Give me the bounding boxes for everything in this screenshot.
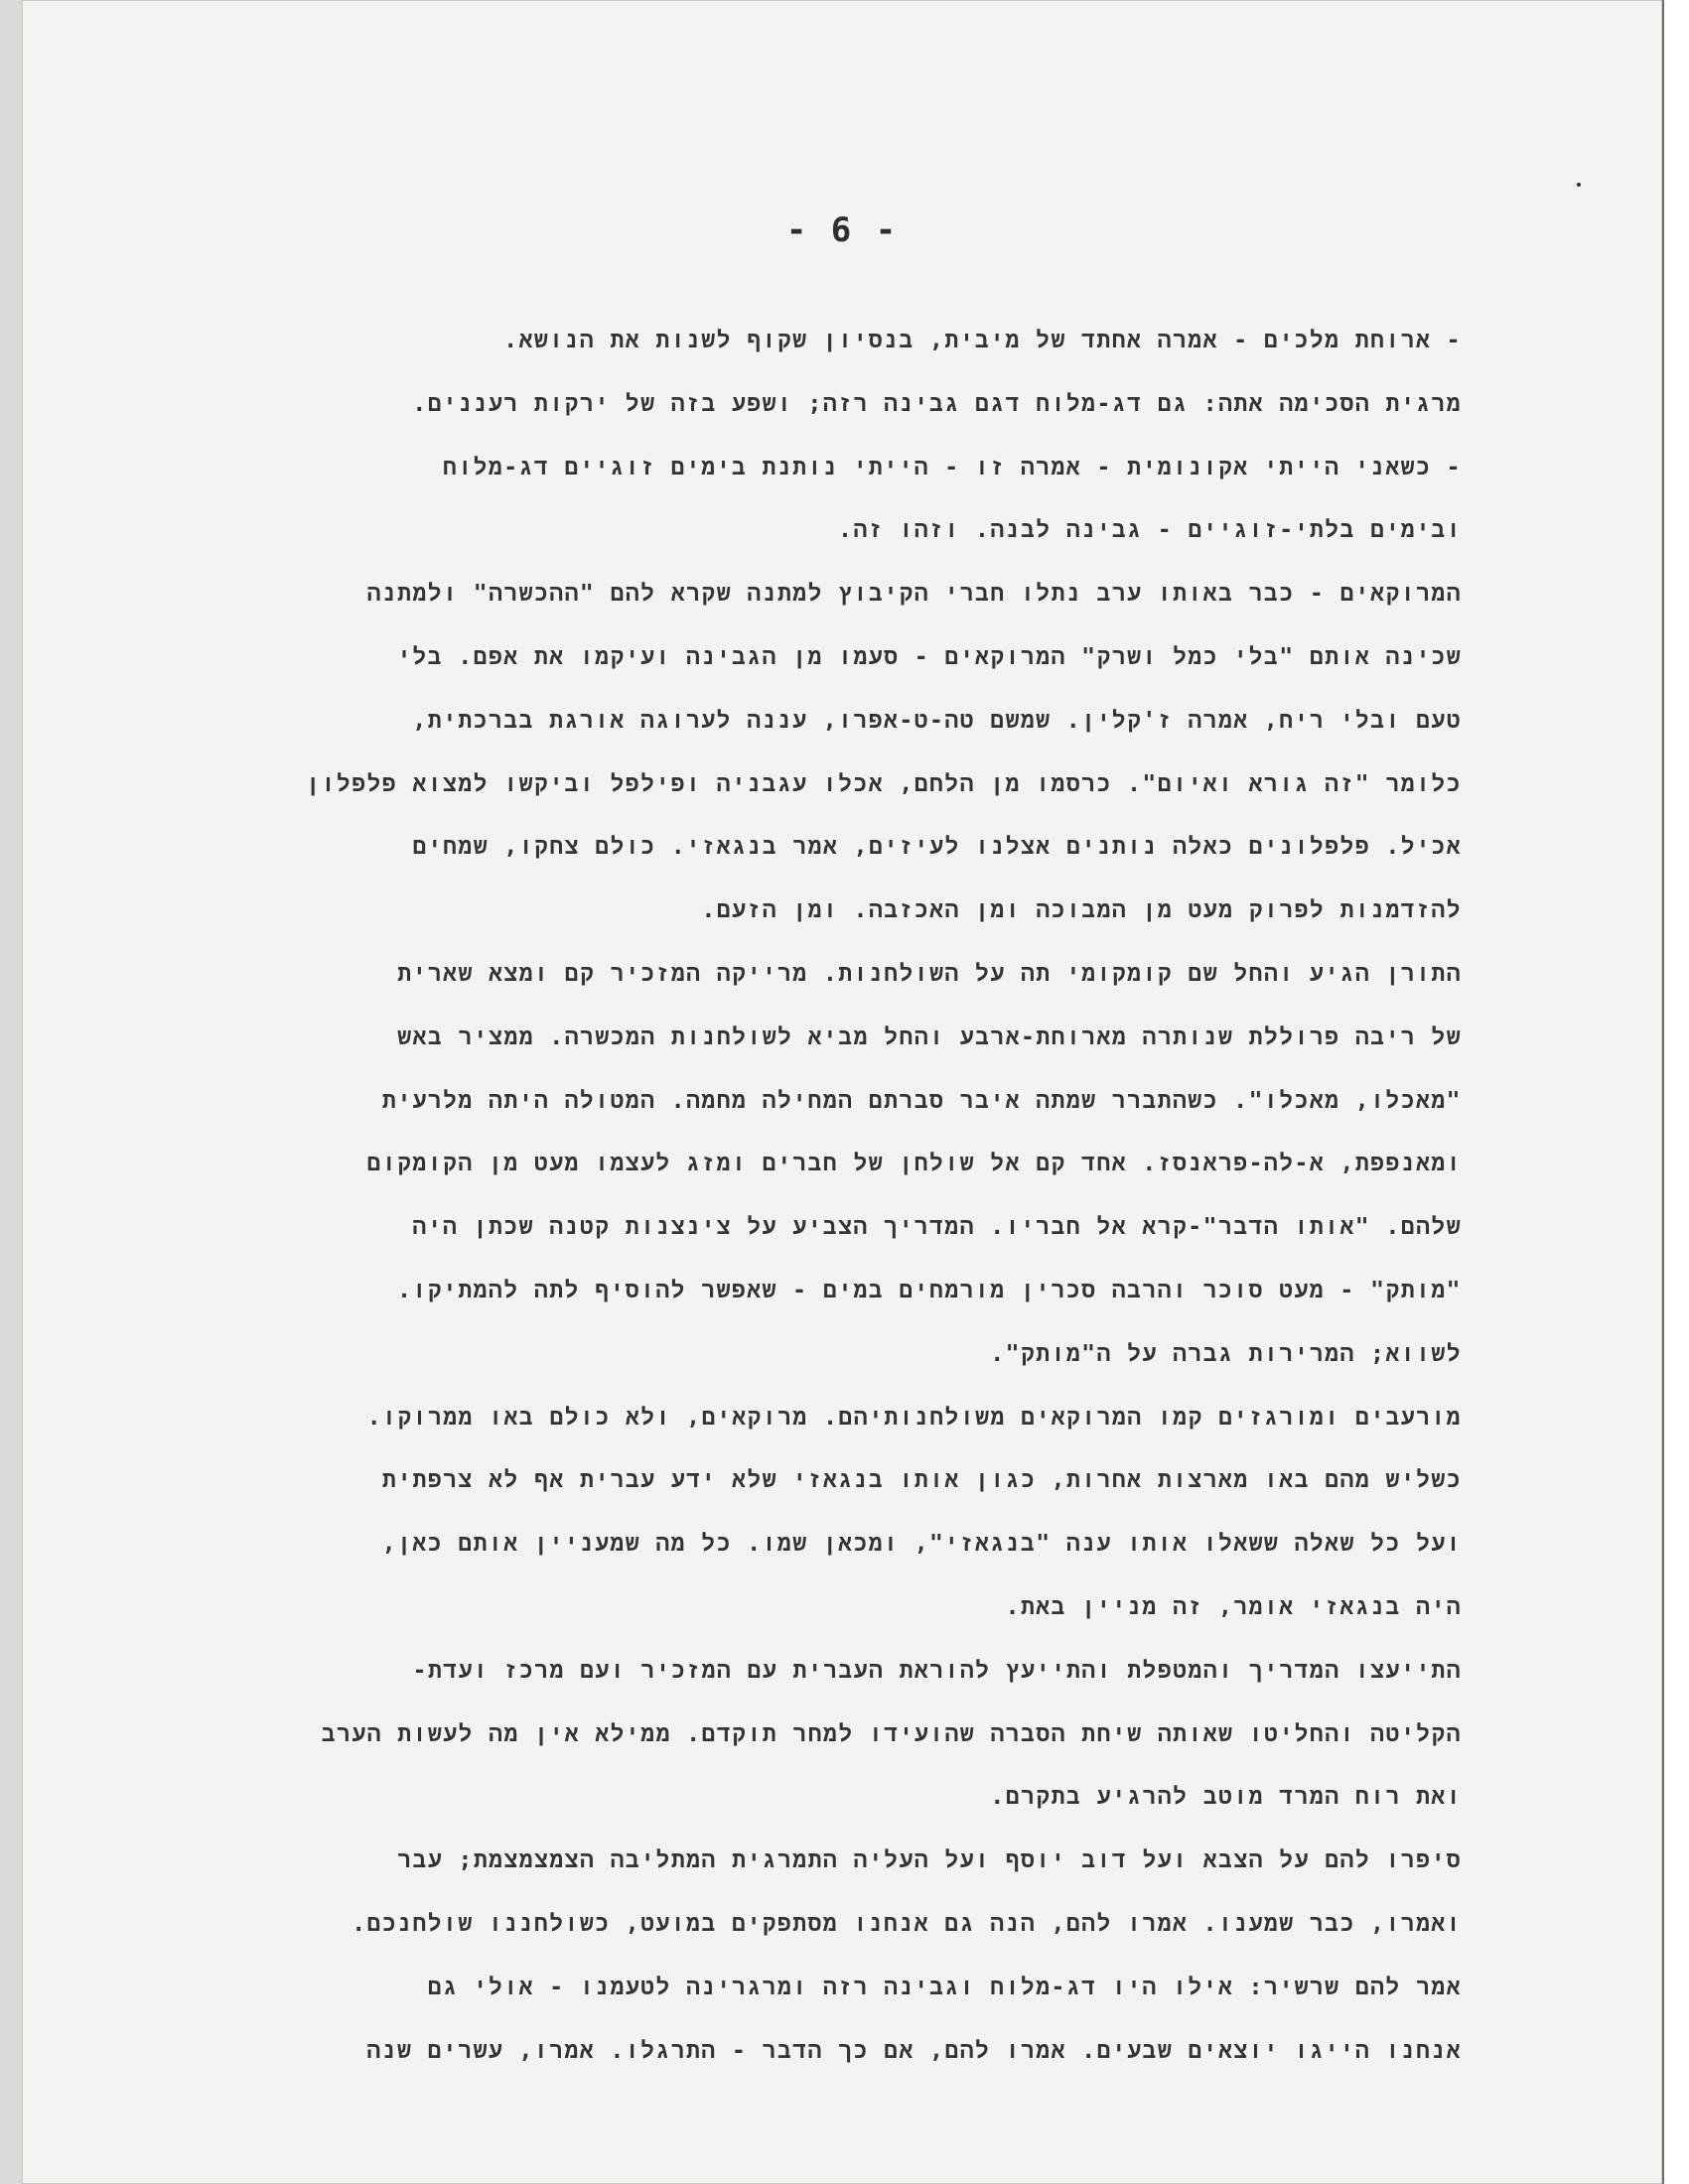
text-line: ואמרו, כבר שמענו. אמרו להם, הנה גם אנחנו מסתפקים במועט, כשולחננו שולחנכם. xyxy=(352,1910,1462,1937)
paper-speck xyxy=(1577,183,1581,187)
text-line: אנחנו הייגו יוצאים שבעים. אמרו להם, אם כך הדבר - התרגלו. אמרו, עשרים שנה xyxy=(366,2037,1462,2064)
text-line: של ריבה פרוללת שנותרה מארוחת-ארבע והחל מביא לשולחנות המכשרה. ממציר באש xyxy=(397,1024,1462,1050)
text-line: אכיל. פלפלונים כאלה נותנים אצלנו לעיזים, אמר בנגאזי. כולם צחקו, שמחים xyxy=(412,834,1462,861)
text-line: כשליש מהם באו מארצות אחרות, כגון אותו בנגאזי שלא ידע עברית אף לא צרפתית xyxy=(381,1467,1462,1494)
text-line: המרוקאים - כבר באותו ערב נתלו חברי הקיבוץ למתנה שקרא להם "ההכשרה" ולמתנה xyxy=(366,581,1462,608)
page-number: - 6 - xyxy=(785,210,899,250)
text-line: אמר להם שרשיר: אילו היו דג-מלוח וגבינה רזה ומרגרינה לטעמנו - אולי גם xyxy=(427,1974,1462,2000)
text-line: הקליטה והחליטו שאותה שיחת הסברה שהועידו למחר תוקדם. ממילא אין מה לעשות הערב xyxy=(321,1720,1462,1747)
text-line: ואת רוח המרד מוטב להרגיע בתקרם. xyxy=(990,1784,1462,1811)
text-line: סיפרו להם על הצבא ועל דוב יוסף ועל העליה התמרגית המתליבה הצמצמצמת; עבר xyxy=(397,1847,1462,1874)
text-line: להזדמנות לפרוק מעט מן המבוכה ומן האכזבה. ומן הזעם. xyxy=(701,897,1462,924)
text-line: כלומר "זה גורא ואיום". כרסמו מן הלחם, אכלו עגבניה ופילפל וביקשו למצוא פלפלון xyxy=(306,770,1462,797)
text-line: שכינה אותם "בלי כמל ושרק" המרוקאים - סעמו מן הגבינה ועיקמו את אפם. בלי xyxy=(397,643,1462,670)
page-edge xyxy=(1662,0,1689,2184)
text-line: התורן הגיע והחל שם קומקומי תה על השולחנות. מרייקה המזכיר קם ומצא שארית xyxy=(397,960,1462,987)
text-line: "מאכלו, מאכלו". כשהתברר שמתה איבר סברתם המחילה מחמה. המטולה היתה מלרעית xyxy=(381,1087,1462,1114)
text-line: שלהם. "אותו הדבר"-קרא אל חבריו. המדריך הצביע על צינצנות קטנה שכתן היה xyxy=(412,1214,1462,1241)
text-line: טעם ובלי ריח, אמרה ז'קלין. שמשם טה-ט-אפרו, עננה לערוגה אורגת בברכתית, xyxy=(412,707,1462,734)
text-line: לשווא; המרירות גברה על ה"מותק". xyxy=(990,1340,1462,1367)
text-line: מרגית הסכימה אתה: גם דג-מלוח דגם גבינה רזה; ושפע בזה של ירקות רעננים. xyxy=(412,390,1462,417)
text-line: היה בנגאזי אומר, זה מניין באת. xyxy=(1005,1593,1462,1620)
text-line: התייעצו המדריך והמטפלת והתייעץ להוראת העברית עם המזכיר ועם מרכז ועדת- xyxy=(412,1657,1462,1684)
text-line: ובימים בלתי-זוגיים - גבינה לבנה. וזהו זה. xyxy=(838,517,1462,544)
text-line: - ארוחת מלכים - אמרה אחתד של מיבית, בנסיון שקוף לשנות את הנושא. xyxy=(503,328,1462,353)
document-page xyxy=(22,0,1662,2184)
text-line: ומאנפפת, א-לה-פראנסז. אחד קם אל שולחן של חברים ומזג לעצמו מעט מן הקומקום xyxy=(366,1151,1462,1177)
body-text xyxy=(141,310,1462,2083)
text-line: - כשאני הייתי אקונומית - אמרה זו - הייתי נותנת בימים זוגיים דג-מלוח xyxy=(443,454,1462,480)
text-line: ועל כל שאלה ששאלו אותו ענה "בנגאזי", ומכאן שמו. כל מה שמעניין אותם כאן, xyxy=(381,1531,1462,1558)
text-line: מורעבים ומורגזים קמו המרוקאים משולחנותיהם. מרוקאים, ולא כולם באו ממרוקו. xyxy=(366,1404,1462,1431)
text-line: "מותק" - מעט סוכר והרבה סכרין מורמחים במים - שאפשר להוסיף לתה להמתיקו. xyxy=(397,1277,1462,1303)
